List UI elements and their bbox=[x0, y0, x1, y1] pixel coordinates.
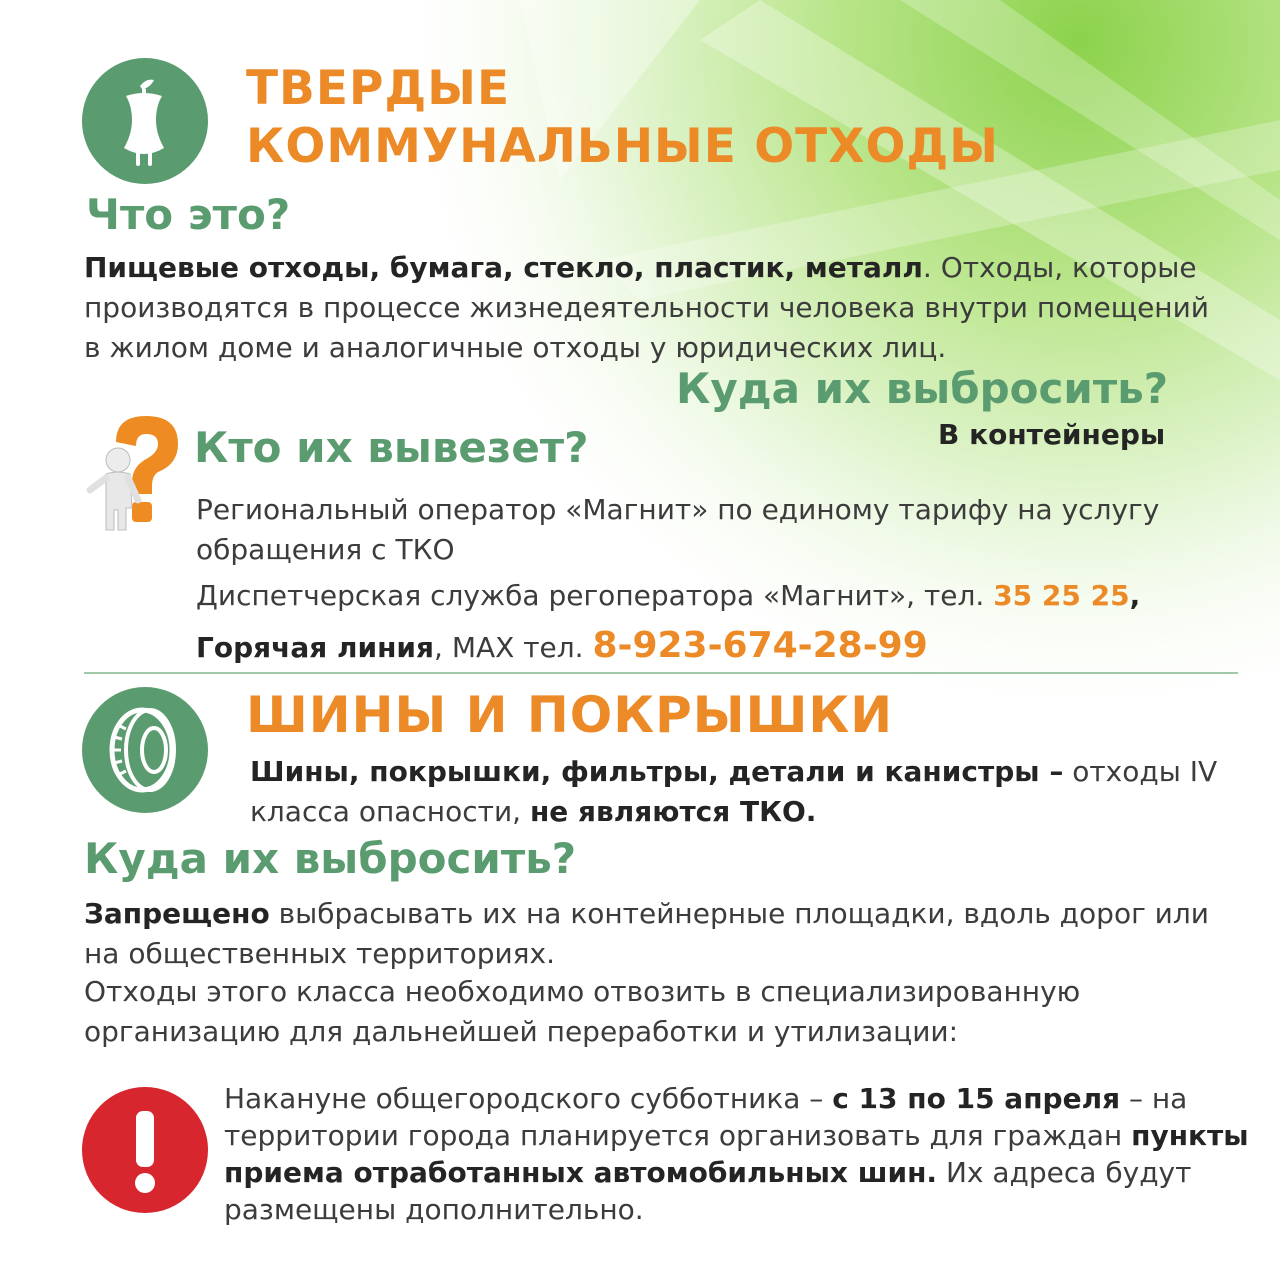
tire-icon bbox=[80, 685, 210, 815]
hotline-line: Горячая линия, MAX тел. 8-923-674-28-99 bbox=[196, 625, 928, 666]
who-heading: Кто их вывезет? bbox=[194, 423, 589, 472]
hotline-phone: 8-923-674-28-99 bbox=[592, 625, 928, 666]
where-heading-1: Куда их выбросить? bbox=[676, 364, 1169, 413]
section2-title: ШИНЫ И ПОКРЫШКИ bbox=[246, 686, 894, 744]
where-heading-2: Куда их выбросить? bbox=[84, 834, 577, 883]
apple-core-icon bbox=[80, 56, 210, 186]
dispatch-phone: 35 25 25 bbox=[993, 579, 1130, 612]
who-paragraph: Региональный оператор «Магнит» по единому тарифу на услугу обращения с ТКО bbox=[196, 493, 1160, 566]
section1-title: ТВЕРДЫЕ КОММУНАЛЬНЫЕ ОТХОДЫ bbox=[246, 61, 999, 174]
ban-paragraph: Запрещено выбрасывать их на контейнерные площадки, вдоль дорог или на общественных территориях. bbox=[84, 897, 1209, 970]
what-paragraph: Пищевые отходы, бумага, стекло, пластик, металл. Отходы, которые производятся в процессе жизнедеятельности человека внутри помещений в жилом доме и аналогичные отходы у юридических лиц. bbox=[84, 251, 1209, 364]
where-answer: В контейнеры bbox=[938, 418, 1166, 451]
what-heading: Что это? bbox=[86, 190, 291, 239]
section-divider bbox=[84, 672, 1238, 674]
exclamation-icon bbox=[80, 1085, 210, 1215]
note-paragraph: Накануне общегородского субботника – с 13 по 15 апреля – на территории города планируется организовать для граждан пункты приема отработанных автомобильных шин. Их адреса будут размещены дополнительно. bbox=[224, 1082, 1249, 1226]
dispatch-line: Диспетчерская служба регоператора «Магнит», тел. 35 25 25, bbox=[196, 579, 1141, 612]
tires-paragraph: Шины, покрышки, фильтры, детали и канистры – отходы IV класса опасности, не являются ТКО. bbox=[250, 755, 1218, 828]
question-figure-icon bbox=[82, 412, 194, 538]
class-paragraph: Отходы этого класса необходимо отвозить в специализированную организацию для дальнейшей переработки и утилизации: bbox=[84, 975, 1081, 1048]
